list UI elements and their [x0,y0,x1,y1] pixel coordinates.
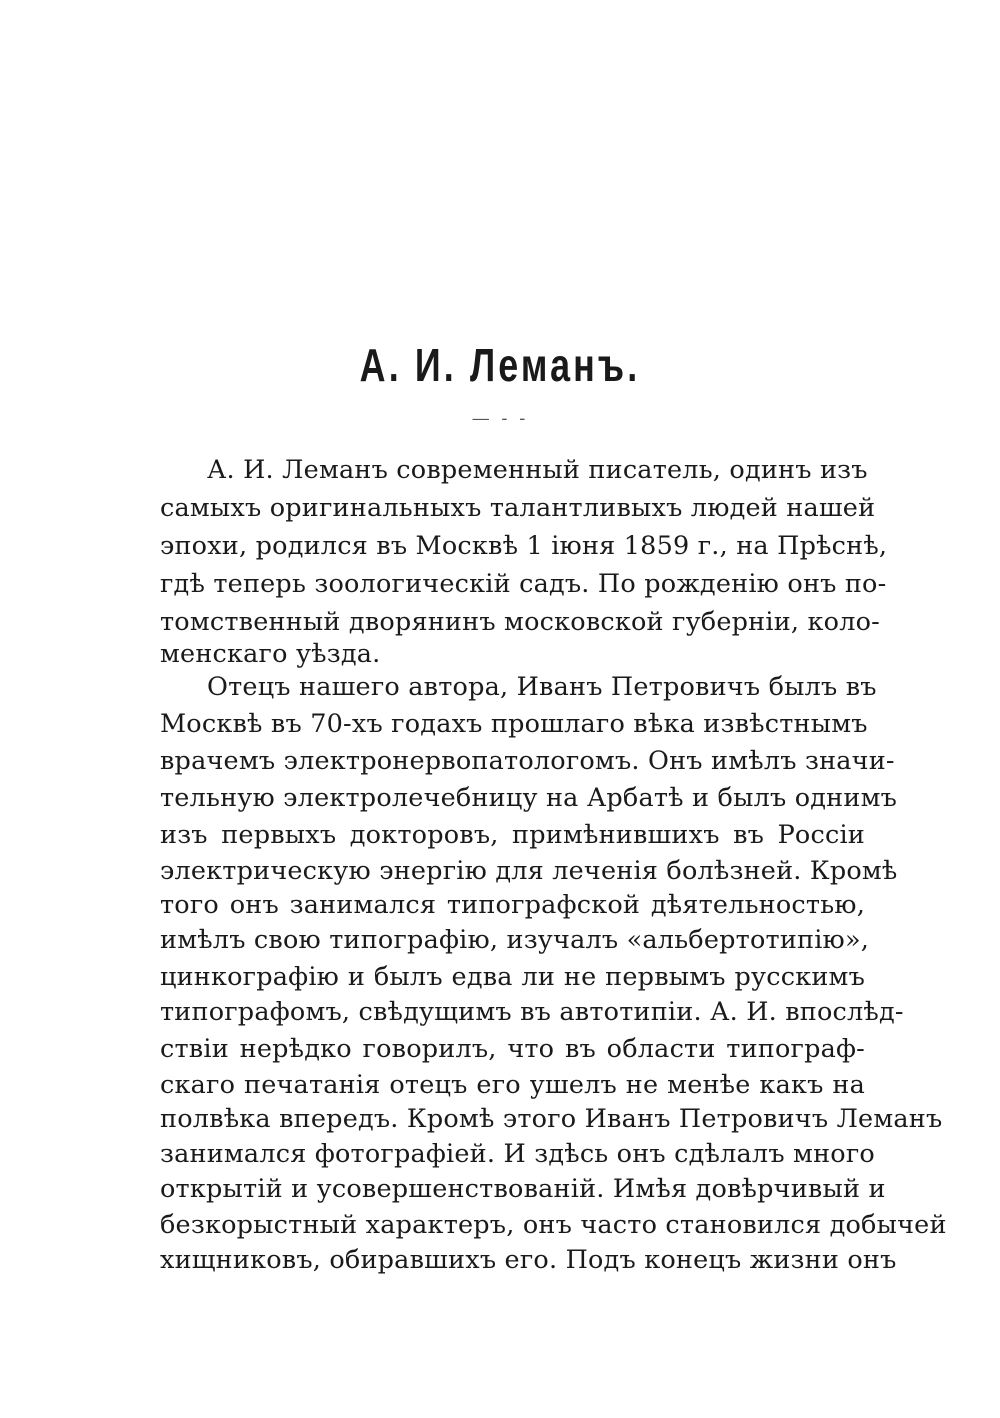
text-line: менскаго уѣзда. [160,639,381,669]
text-line: изъ первыхъ докторовъ, примѣнившихъ въ Россіи [160,820,865,850]
text-line: безкорыстный характеръ, онъ часто становился добычей [160,1210,947,1240]
text-line: имѣлъ свою типографію, изучалъ «альбертотипію», [160,925,870,955]
text-line: А. И. Леманъ современный писатель, одинъ изъ [207,455,868,485]
text-line: электрическую энергію для леченія болѣзней. Кромѣ [160,856,898,886]
text-line: Москвѣ въ 70-хъ годахъ прошлаго вѣка извѣстнымъ [160,709,868,739]
text-line: типографомъ, свѣдущимъ въ автотипіи. А. И. впослѣд- [160,997,904,1027]
text-line: скаго печатанія отецъ его ушелъ не менѣе какъ на [160,1070,865,1100]
text-line: врачемъ электронервопатологомъ. Онъ имѣлъ значи- [160,746,895,776]
text-line: томственный дворянинъ московской губерніи, коло- [160,607,880,637]
text-line: эпохи, родился въ Москвѣ 1 іюня 1859 г., на Прѣснѣ, [160,531,888,561]
text-line: самыхъ оригинальныхъ талантливыхъ людей нашей [160,493,876,523]
text-line: того онъ занимался типографской дѣятельностью, [160,890,865,920]
page-title: А. И. Леманъ. [359,339,641,391]
text-line: полвѣка впередъ. Кромѣ этого Иванъ Петровичъ Леманъ [160,1104,943,1134]
text-line: ствіи нерѣдко говорилъ, что въ области типограф- [160,1034,865,1064]
title-ornament: — - - [471,408,529,429]
text-line: Отецъ нашего автора, Иванъ Петровичъ былъ въ [207,672,877,702]
text-line: цинкографію и былъ едва ли не первымъ русскимъ [160,962,865,992]
text-line: занимался фотографіей. И здѣсь онъ сдѣлалъ много [160,1139,875,1169]
text-line: гдѣ теперь зоологическій садъ. По рожденію онъ по- [160,569,887,599]
text-line: открытій и усовершенствованій. Имѣя довѣрчивый и [160,1174,886,1204]
text-line: хищниковъ, обиравшихъ его. Подъ конецъ жизни онъ [160,1245,897,1275]
text-line: тельную электролечебницу на Арбатѣ и былъ однимъ [160,783,898,813]
